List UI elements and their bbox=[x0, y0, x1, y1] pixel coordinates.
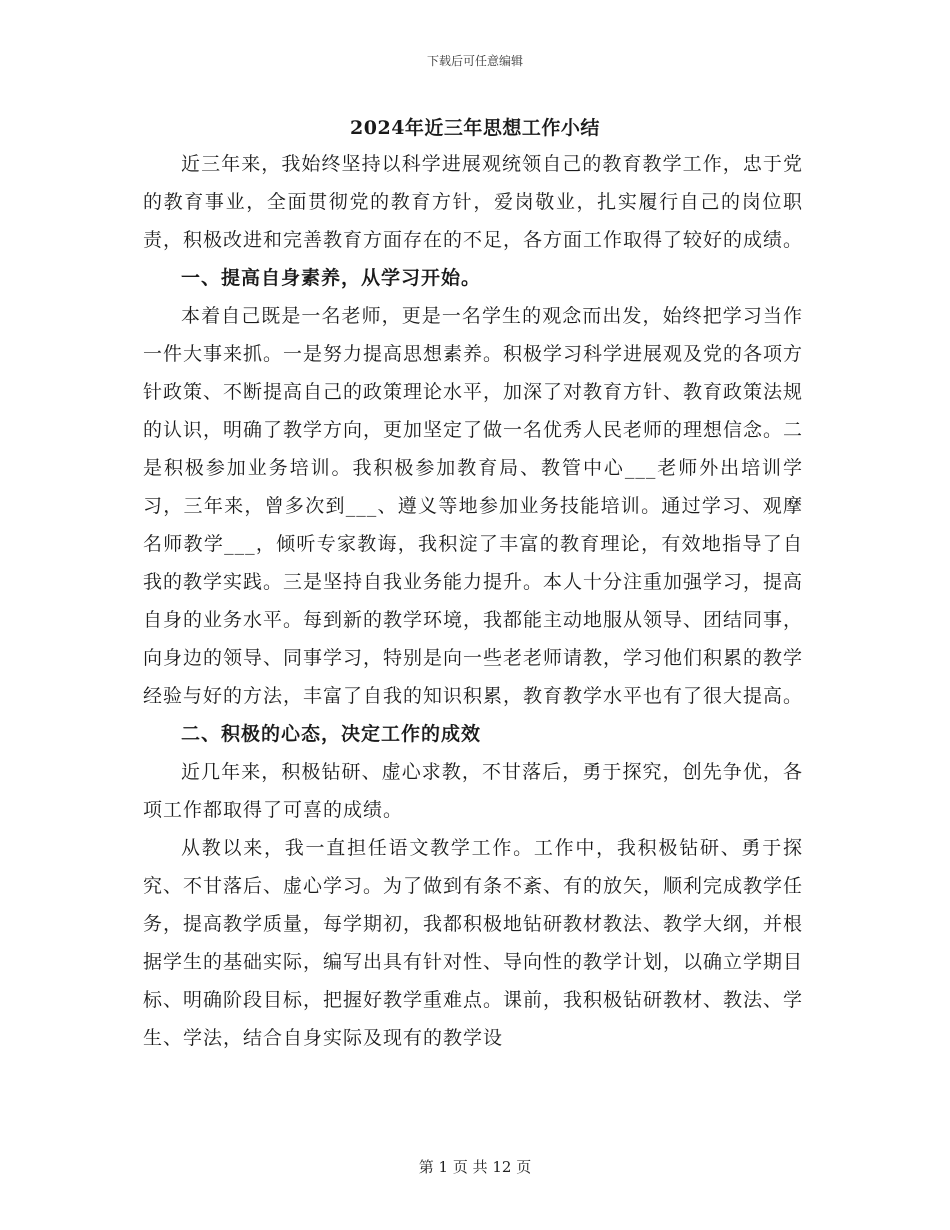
page-number: 第 1 页 共 12 页 bbox=[418, 1158, 532, 1176]
document-body bbox=[143, 145, 803, 1057]
paragraph-intro: 近三年来，我始终坚持以科学进展观统领自己的教育教学工作，忠于党的教育事业，全面贯彻党的教育方针，爱岗敬业，扎实履行自己的岗位职责，积极改进和完善教育方面存在的不足，各方面工作取得了较好的成绩。 bbox=[143, 153, 804, 251]
page-header-note: 下载后可任意编辑 bbox=[426, 54, 523, 68]
paragraph-attitude: 近几年来，积极钻研、虚心求教，不甘落后，勇于探究，创先争优，各项工作都取得了可喜的成绩。 bbox=[143, 761, 803, 821]
section-heading-2: 二、积极的心态，决定工作的成效 bbox=[181, 723, 482, 745]
paragraph-teaching: 从教以来，我一直担任语文教学工作。工作中，我积极钻研、勇于探究、不甘落后、虚心学习。为了做到有条不紊、有的放矢，顺利完成教学任务，提高教学质量，每学期初，我都积极地钻研教材教法、教学大纲，并根据学生的基础实际，编写出具有针对性、导向性的教学计划，以确立学期目标、明确阶段目标，把握好教学重难点。课前，我积极钻研教材、教法、学生、学法，结合自身实际及现有的教学设 bbox=[143, 837, 804, 1049]
section-heading-1: 一、提高自身素养，从学习开始。 bbox=[181, 267, 482, 289]
paragraph-study: 本着自己既是一名老师，更是一名学生的观念而出发，始终把学习当作一件大事来抓。一是努力提高思想素养。积极学习科学进展观及党的各项方针政策、不断提高自己的政策理论水平，加深了对教育方针、教育政策法规的认识，明确了教学方向，更加坚定了做一名优秀人民老师的理想信念。二是积极参加业务培训。我积极参加教育局、教管中心___老师外出培训学习，三年来，曾多次到___、遵义等地参加业务技能培训。通过学习、观摩名师教学___，倾听专家教诲，我积淀了丰富的教育理论，有效地指导了自我的教学实践。三是坚持自我业务能力提升。本人十分注重加强学习，提高自身的业务水平。每到新的教学环境，我都能主动地服从领导、团结同事，向身边的领导、同事学习，特别是向一些老老师请教，学习他们积累的教学经验与好的方法，丰富了自我的知识积累，教育教学水平也有了很大提高。 bbox=[143, 305, 804, 707]
document-title: 2024年近三年思想工作小结 bbox=[350, 117, 600, 139]
